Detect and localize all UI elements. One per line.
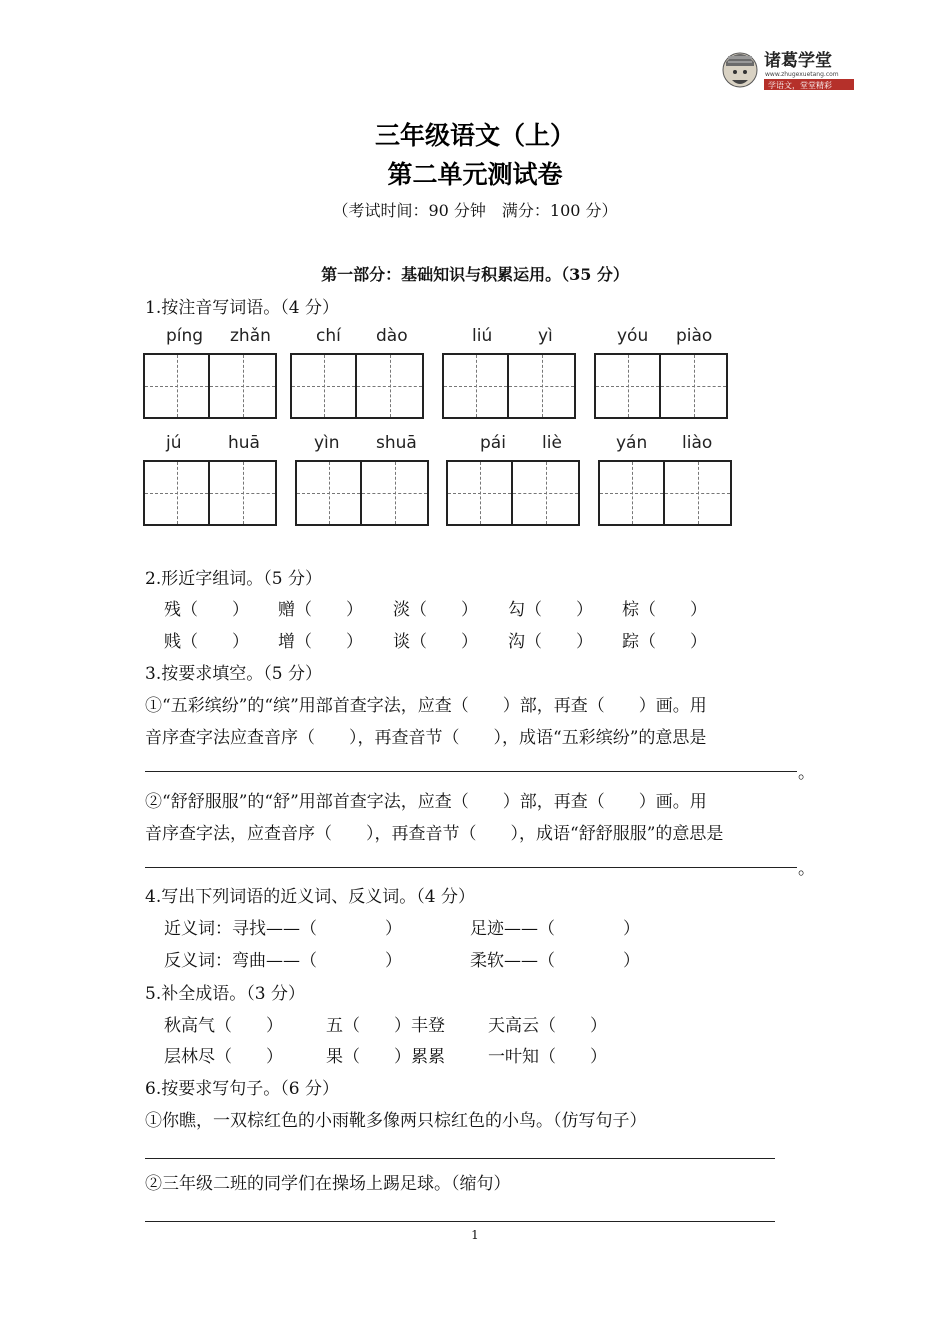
q6-sentence-1: ①你瞧，一双棕红色的小雨靴多像两只棕红色的小鸟。（仿写句子） (145, 1111, 647, 1131)
q4-synonym-2[interactable]: 足迹——（ ） (470, 919, 640, 939)
q5-idiom[interactable]: 天高云（ ） (488, 1016, 607, 1036)
pinyin: chí (316, 326, 341, 346)
q2-item[interactable]: 增（ ） (278, 632, 363, 652)
q3-part1-line2: 音序查字法应查音序（ ），再查音节（ ），成语“五彩缤纷”的意思是 (145, 728, 707, 748)
pinyin: yìn (314, 433, 340, 453)
writing-grid[interactable] (598, 460, 732, 526)
page-title: 三年级语文（上） (374, 121, 575, 150)
writing-grid[interactable] (442, 353, 576, 419)
q5-idiom[interactable]: 秋高气（ ） (164, 1016, 283, 1036)
writing-grid[interactable] (446, 460, 580, 526)
q2-item[interactable]: 淡（ ） (393, 600, 478, 620)
q5-title: 5.补全成语。（3 分） (145, 984, 305, 1004)
q4-synonym-1[interactable]: 近义词：寻找——（ ） (164, 919, 402, 939)
logo-brand: 诸葛学堂 (764, 51, 832, 71)
period: 。 (798, 859, 815, 879)
pinyin: zhǎn (230, 326, 271, 346)
q6-sentence-2: ②三年级二班的同学们在操场上踢足球。（缩句） (145, 1174, 511, 1194)
q2-item[interactable]: 谈（ ） (393, 632, 478, 652)
q2-item[interactable]: 残（ ） (164, 600, 249, 620)
q4-title: 4.写出下列词语的近义词、反义词。（4 分） (145, 887, 475, 907)
exam-info: （考试时间：90 分钟 满分：100 分） (332, 201, 618, 220)
q6-title: 6.按要求写句子。（6 分） (145, 1079, 339, 1099)
logo-slogan: 学语文，堂堂精彩 (768, 81, 832, 90)
q2-item[interactable]: 沟（ ） (508, 632, 593, 652)
q5-idiom[interactable]: 五（ ）丰登 (326, 1016, 445, 1036)
brand-logo (718, 44, 858, 92)
q3-part2-line2: 音序查字法，应查音序（ ），再查音节（ ），成语“舒舒服服”的意思是 (145, 824, 724, 844)
q4-antonym-2[interactable]: 柔软——（ ） (470, 951, 640, 971)
answer-line[interactable] (145, 1158, 775, 1159)
q2-item[interactable]: 赠（ ） (278, 600, 363, 620)
answer-line[interactable] (145, 1221, 775, 1222)
pinyin: yì (538, 326, 553, 346)
pinyin: jú (166, 433, 182, 453)
q2-item[interactable]: 棕（ ） (622, 600, 707, 620)
q2-item[interactable]: 踪（ ） (622, 632, 707, 652)
logo-url: www.zhugexuetang.com (765, 71, 839, 78)
pinyin: dào (376, 326, 408, 346)
pinyin: shuā (376, 433, 417, 453)
pinyin: huā (228, 433, 260, 453)
part1-heading: 第一部分：基础知识与积累运用。（35 分） (321, 265, 629, 284)
writing-grid[interactable] (290, 353, 424, 419)
q2-title: 2.形近字组词。（5 分） (145, 569, 322, 589)
q2-item[interactable]: 勾（ ） (508, 600, 593, 620)
writing-grid[interactable] (143, 460, 277, 526)
page-number: 1 (471, 1228, 479, 1242)
pinyin: yán (616, 433, 648, 453)
answer-line[interactable] (145, 867, 797, 868)
q1-title: 1.按注音写词语。（4 分） (145, 298, 339, 318)
q4-antonym-1[interactable]: 反义词：弯曲——（ ） (164, 951, 402, 971)
q3-part1-line1: ①“五彩缤纷”的“缤”用部首查字法，应查（ ）部，再查（ ）画。用 (145, 696, 707, 716)
q3-title: 3.按要求填空。（5 分） (145, 664, 322, 684)
q5-idiom[interactable]: 层林尽（ ） (164, 1047, 283, 1067)
writing-grid[interactable] (143, 353, 277, 419)
q3-part2-line1: ②“舒舒服服”的“舒”用部首查字法，应查（ ）部，再查（ ）画。用 (145, 792, 707, 812)
period: 。 (798, 763, 815, 783)
pinyin: píng (166, 326, 204, 346)
logo-graphic (718, 44, 858, 92)
q2-item[interactable]: 贱（ ） (164, 632, 249, 652)
pinyin: yóu (617, 326, 649, 346)
pinyin: liè (542, 433, 562, 453)
writing-grid[interactable] (295, 460, 429, 526)
pinyin: piào (676, 326, 713, 346)
pinyin: pái (480, 433, 506, 453)
pinyin: liào (682, 433, 713, 453)
page-subtitle-title: 第二单元测试卷 (387, 160, 563, 189)
writing-grid[interactable] (594, 353, 728, 419)
q5-idiom[interactable]: 一叶知（ ） (488, 1047, 607, 1067)
pinyin: liú (472, 326, 493, 346)
answer-line[interactable] (145, 771, 797, 772)
q5-idiom[interactable]: 果（ ）累累 (326, 1047, 445, 1067)
